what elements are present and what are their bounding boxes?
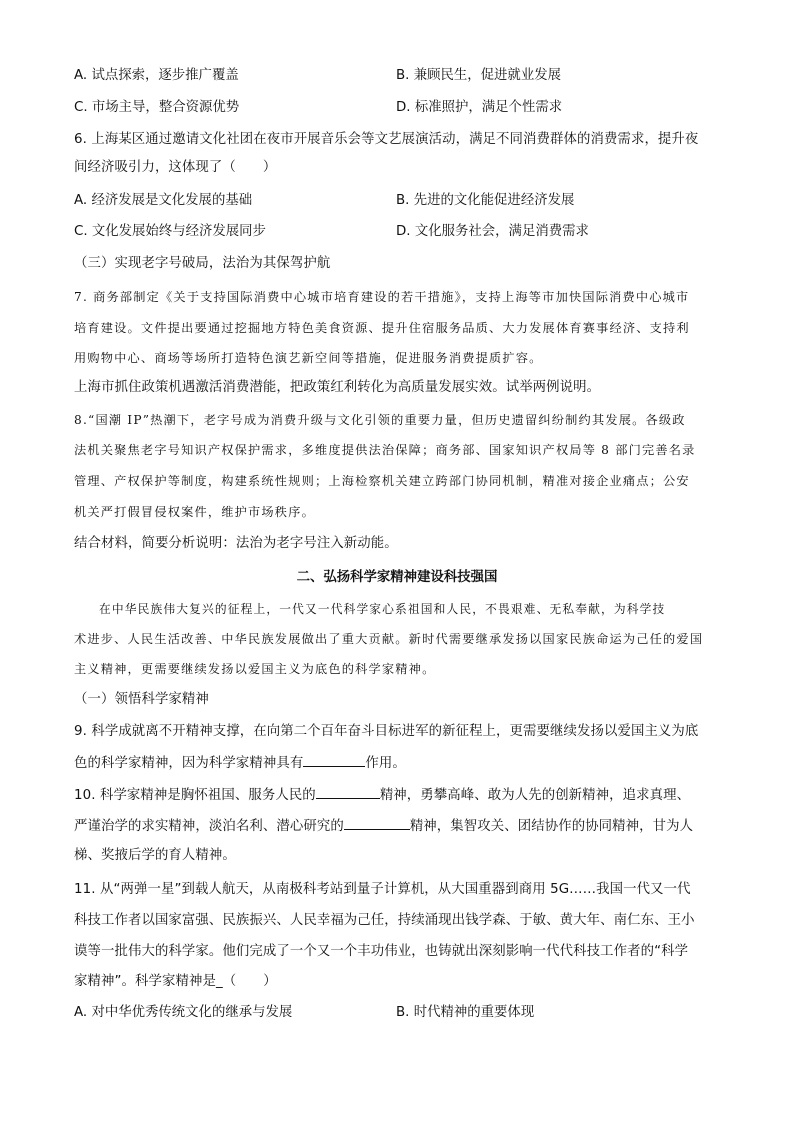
q9-text-after-blank: 作用。 bbox=[365, 756, 406, 771]
q10-text-after-blank-2: 精神，集智攻关、团结协作的协同精神，甘为人 bbox=[409, 819, 694, 834]
section-3-title: （三）实现老字号破局，法治为其保驾护航 bbox=[74, 256, 331, 271]
q7-material-line-2: 培育建设。文件提出要通过挖掘地方特色美食资源、提升住宿服务品质、大力发展体育赛事经济、支持利 bbox=[74, 321, 690, 335]
q7-material-line-1: 7. 商务部制定《关于支持国际消费中心城市培育建设的若干措施》，支持上海等市加快国际消费中心城市 bbox=[74, 290, 690, 304]
q8-material-line-3: 管理、产权保护等制度，构建系统性规则；上海检察机关建立跨部门协同机制，精准对接企业痛点；公安 bbox=[74, 474, 690, 488]
q6-option-b[interactable]: B. 先进的文化能促进经济发展 bbox=[396, 193, 575, 208]
q9-text-before-blank: 色的科学家精神，因为科学家精神具有 bbox=[74, 756, 304, 771]
q11-stem-line-3: 谟等一批伟大的科学家。他们完成了一个又一个丰功伟业，也铸就出深刻影响一代代科技工作者的“科学 bbox=[74, 944, 689, 959]
q6-option-a[interactable]: A. 经济发展是文化发展的基础 bbox=[74, 193, 253, 208]
q10-stem-line-3: 梯、奖掖后学的育人精神。 bbox=[74, 848, 236, 863]
intro-line-1: 在中华民族伟大复兴的征程上，一代又一代科学家心系祖国和人民，不畏艰难、无私奉献，为科学技 bbox=[98, 602, 666, 616]
q9-stem-line-2 bbox=[74, 752, 724, 774]
q7-material-line-3: 用购物中心、商场等场所打造特色演艺新空间等措施，促进服务消费提质扩容。 bbox=[74, 351, 543, 365]
q8-material-line-2: 法机关聚焦老字号知识产权保护需求，多维度提供法治保障；商务部、国家知识产权局等 8 部门完善名录 bbox=[74, 443, 696, 457]
q10-text-before-blank-2: 严谨治学的求实精神，淡泊名利、潜心研究的 bbox=[74, 819, 344, 834]
q6-stem-line-2: 间经济吸引力，这体现了（ ） bbox=[74, 160, 277, 175]
q5-option-d[interactable]: D. 标准照护，满足个性需求 bbox=[396, 100, 563, 115]
q10-text-after-blank-1: 精神，勇攀高峰、敢为人先的创新精神，追求真理、 bbox=[379, 788, 691, 803]
q9-stem-line-1: 9. 科学成就离不开精神支撑，在向第二个百年奋斗目标进军的新征程上，更需要继续发扬以爱国主义为底 bbox=[74, 724, 699, 739]
q5-option-b[interactable]: B. 兼顾民生，促进就业发展 bbox=[396, 68, 561, 83]
q8-question: 结合材料，简要分析说明：法治为老字号注入新动能。 bbox=[74, 536, 398, 551]
q6-option-d[interactable]: D. 文化服务社会，满足消费需求 bbox=[396, 224, 589, 239]
q11-option-b[interactable]: B. 时代精神的重要体现 bbox=[396, 1005, 535, 1020]
q8-material-line-1: 8.“国潮 IP”热潮下，老字号成为消费升级与文化引领的重要力量，但历史遗留纠纷制约其发展。各级政 bbox=[74, 413, 686, 427]
q11-stem-line-1: 11. 从“两弹一星”到载人航天，从南极科考站到量子计算机，从大国重器到商用 5G……我国一代又一代 bbox=[74, 882, 691, 897]
q6-option-c[interactable]: C. 文化发展始终与经济发展同步 bbox=[74, 224, 266, 239]
q10-stem-line-2 bbox=[74, 815, 724, 837]
q5-option-c[interactable]: C. 市场主导，整合资源优势 bbox=[74, 100, 240, 115]
q11-stem-line-4: 家精神”。科学家精神是_（ ） bbox=[74, 974, 277, 989]
q11-option-a[interactable]: A. 对中华优秀传统文化的继承与发展 bbox=[74, 1005, 293, 1020]
q9-answer-blank[interactable] bbox=[303, 752, 365, 767]
q7-question: 上海市抓住政策机遇激活消费潜能，把政策红利转化为高质量发展实效。试举两例说明。 bbox=[74, 380, 601, 395]
q10-answer-blank-1[interactable] bbox=[316, 784, 380, 799]
q10-stem-line-1 bbox=[74, 784, 724, 806]
q5-option-a[interactable]: A. 试点探索，逐步推广覆盖 bbox=[74, 68, 239, 83]
q10-answer-blank-2[interactable] bbox=[344, 815, 410, 830]
intro-line-3: 主义精神，更需要继续发扬以爱国主义为底色的科学家精神。 bbox=[74, 662, 436, 676]
q10-text-before-blank-1: 10. 科学家精神是胸怀祖国、服务人民的 bbox=[74, 788, 316, 803]
q8-material-line-4: 机关严打假冒侵权案件，维护市场秩序。 bbox=[74, 505, 315, 519]
q6-stem-line-1: 6. 上海某区通过邀请文化社团在夜市开展音乐会等文艺展演活动，满足不同消费群体的消费需求，提升夜 bbox=[74, 132, 699, 147]
section-1-title: （一）领悟科学家精神 bbox=[74, 692, 209, 707]
q11-stem-line-2: 科技工作者以国家富强、民族振兴、人民幸福为己任，持续涌现出钱学森、于敏、黄大年、南仁东、王小 bbox=[74, 913, 695, 928]
intro-line-2: 术进步、人民生活改善、中华民族发展做出了重大贡献。新时代需要继承发扬以国家民族命运为己任的爱国 bbox=[74, 632, 704, 646]
part-2-title: 二、弘扬科学家精神建设科技强国 bbox=[296, 570, 498, 585]
